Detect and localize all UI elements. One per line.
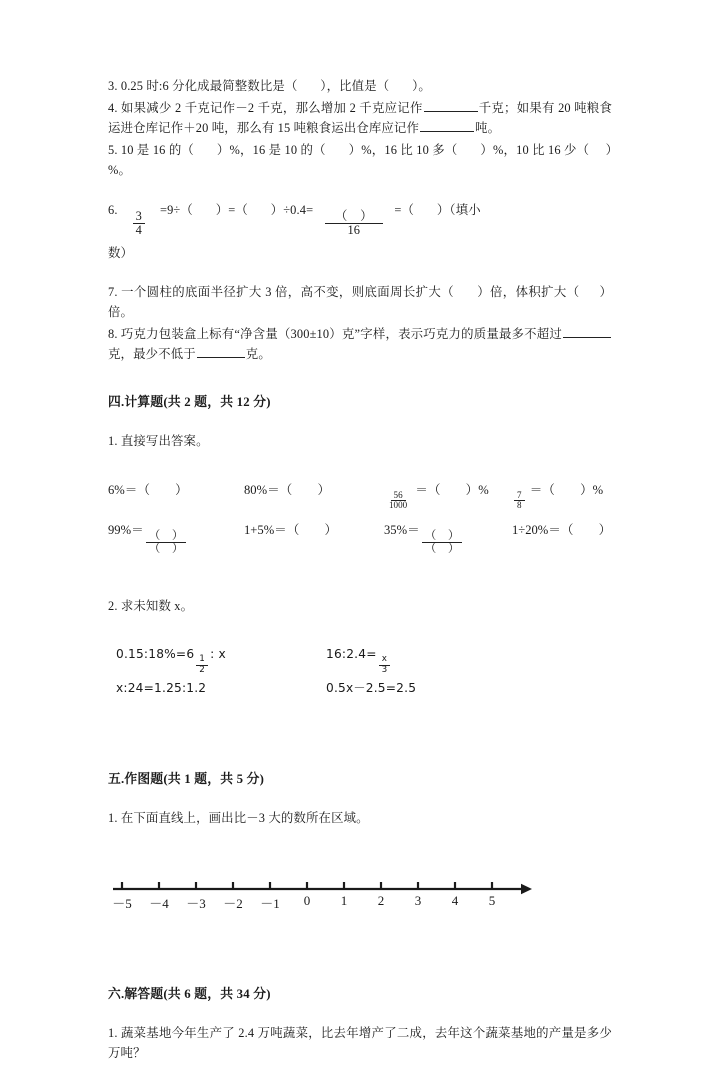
fraction-numerator: （ ）	[325, 210, 383, 224]
calc-item-text: 35%＝	[384, 522, 420, 537]
fraction-numerator: 1	[196, 655, 208, 665]
answer-blank[interactable]	[461, 140, 477, 161]
section-six-heading: 六.解答题(共 6 题，共 34 分)	[108, 986, 271, 1001]
fraction-blank-over-blank[interactable]	[422, 530, 463, 555]
fraction-numerator: （ ）	[422, 530, 463, 543]
question-8	[108, 324, 612, 365]
fraction-numerator: （ ）	[146, 530, 187, 543]
question-7	[108, 282, 612, 323]
document-body	[108, 76, 612, 1065]
fraction-numerator: 56	[391, 491, 406, 502]
answer-blank[interactable]	[329, 140, 345, 161]
number-line-tick-label: 0	[303, 892, 311, 908]
question-6-text-d: =（	[394, 202, 415, 217]
equation-1[interactable]	[116, 642, 226, 675]
fraction-denominator: 3	[381, 664, 388, 675]
question-6-continuation: 数）	[108, 245, 134, 260]
calc-item-text: 80%＝（ ）	[244, 482, 331, 497]
calc-item-35-percent[interactable]	[384, 517, 464, 556]
fraction-7-over-8	[514, 491, 525, 511]
answer-blank[interactable]	[583, 282, 596, 303]
fraction-denominator: 1000	[389, 500, 408, 511]
question-3	[108, 76, 612, 97]
fraction-denominator: 16	[347, 222, 361, 237]
fraction-denominator: （ ）	[148, 542, 184, 556]
equations-row-1	[108, 642, 612, 676]
answer-blank-underline[interactable]	[563, 325, 611, 337]
number-line-tick-label: 1	[340, 892, 348, 908]
fraction-blank-over-blank[interactable]	[146, 530, 187, 555]
fraction-denominator: （ ）	[424, 542, 460, 556]
answer-blank[interactable]	[457, 282, 473, 303]
fraction-denominator: 2	[199, 664, 206, 675]
fraction-numerator: 7	[514, 491, 525, 502]
fraction-x-over-3	[379, 655, 391, 674]
calc-item-text: ＝（ ）%	[529, 482, 604, 497]
question-8-text-b: 克，最少不低于	[108, 347, 196, 362]
section-four-prompt-1: 1. 直接写出答案。	[108, 433, 209, 448]
number-line-tick-label: 3	[414, 892, 422, 908]
answer-blank[interactable]	[393, 76, 409, 97]
answer-blank[interactable]	[301, 76, 317, 97]
fraction-one-half	[196, 655, 208, 674]
question-4-text-b: 千克；如果有 20 吨粮食运进仓库记作＋20 吨，那么有 15 吨粮食运出仓库应记作	[108, 100, 612, 135]
question-7-text-a: 一个圆柱的底面半径扩大 3 倍，高不变，则底面周长扩大（	[121, 284, 454, 299]
equation-4[interactable]: 0.5x－2.5=2.5	[326, 680, 417, 695]
equation-2[interactable]	[326, 642, 392, 675]
equation-head: 16:2.4=	[326, 646, 377, 661]
number-line-tick-label: －4	[149, 895, 169, 911]
question-4-text-a: 如果减少 2 千克记作－2 千克，那么增加 2 千克应记作	[120, 100, 423, 115]
calc-item-text: 99%＝	[108, 522, 144, 537]
section-six-problem-1: 1. 蔬菜基地今年生产了 2.4 万吨蔬菜，比去年增产了二成，去年这个蔬菜基地的产量是多少万吨？	[108, 1025, 612, 1061]
section-four-prompt-2: 2. 求未知数 x。	[108, 598, 194, 613]
number-line-figure	[108, 867, 612, 919]
question-5	[108, 140, 612, 181]
calc-item-text: ＝（ ）%	[415, 482, 489, 497]
question-6-text-e: ）（填小	[436, 202, 481, 217]
question-5-text-d: ）%，10 比 16 少（	[480, 142, 590, 157]
answer-blank[interactable]	[593, 140, 603, 161]
number-line-tick-label: －5	[112, 895, 132, 911]
calculation-row-1	[108, 477, 612, 517]
answer-blank[interactable]	[417, 195, 433, 225]
question-7-number: 7.	[108, 284, 118, 299]
question-6-text-a: =9÷（	[159, 202, 193, 217]
section-five-heading: 五.作图题(共 1 题，共 5 分)	[108, 771, 265, 786]
fraction-three-fourths	[133, 210, 145, 237]
calc-item-text: 1÷20%＝（ ）	[512, 522, 612, 537]
question-5-text-a: 10 是 16 的（	[120, 142, 195, 157]
fraction-numerator: 3	[133, 210, 145, 224]
question-3-text-c: ）。	[412, 79, 431, 93]
fraction-56-over-1000	[386, 491, 410, 511]
question-8-number: 8.	[108, 326, 118, 341]
calc-item-1-divided-20-percent[interactable]	[512, 517, 611, 543]
answer-blank-underline[interactable]	[420, 120, 474, 132]
answer-blank[interactable]	[251, 195, 267, 225]
question-6-text-c: ）÷0.4=	[270, 202, 314, 217]
fraction-denominator: 4	[135, 222, 142, 237]
question-3-number: 3.	[108, 79, 118, 93]
answer-blank-underline[interactable]	[197, 346, 245, 358]
question-5-number: 5.	[108, 142, 118, 157]
fraction-denominator: 8	[517, 500, 522, 511]
question-8-text-c: 克。	[245, 347, 271, 362]
calculation-row-2	[108, 517, 612, 557]
number-line-tick-label: －1	[260, 895, 280, 911]
number-line-tick-label: 5	[488, 892, 496, 908]
question-4-number: 4.	[108, 100, 118, 115]
question-5-text-c: ）%，16 比 10 多（	[348, 142, 458, 157]
question-4	[108, 98, 612, 139]
calc-item-6-percent[interactable]	[108, 477, 188, 503]
fraction-blank-over-sixteen[interactable]	[325, 210, 383, 237]
question-6-text-b: ）=（	[215, 202, 248, 217]
answer-blank[interactable]	[197, 140, 213, 161]
question-7-text-b: ）倍，体积扩大（	[477, 284, 580, 299]
calc-item-text: 1+5%＝（ ）	[244, 522, 338, 537]
calc-item-text: 6%＝（ ）	[108, 482, 188, 497]
number-line-tick-label: －3	[186, 895, 206, 911]
number-line-tick-label: －2	[223, 895, 243, 911]
fraction-numerator: x	[379, 655, 390, 665]
question-7-text-c: ）倍。	[108, 284, 613, 320]
question-5-text-b: ）%，16 是 10 的（	[216, 142, 326, 157]
question-5-text-e: ）%。	[108, 142, 612, 177]
question-3-text-a: 0.25 时:6 分化成最简整数比是（	[120, 79, 298, 93]
calc-item-56-over-1000[interactable]	[384, 477, 489, 511]
number-line-tick-label: 2	[377, 892, 385, 908]
question-6-number: 6.	[108, 202, 118, 217]
calc-item-99-percent[interactable]	[108, 517, 188, 556]
calc-item-7-over-8[interactable]	[512, 477, 603, 511]
answer-blank[interactable]	[196, 195, 212, 225]
number-line-tick-label: 4	[451, 892, 459, 908]
section-four-heading: 四.计算题(共 2 题，共 12 分)	[108, 394, 271, 409]
equation-3[interactable]: x:24=1.25:1.2	[116, 680, 207, 695]
equation-tail: : x	[210, 646, 226, 661]
equations-row-2	[108, 676, 612, 710]
section-five-prompt-1: 1. 在下面直线上，画出比－3 大的数所在区域。	[108, 810, 369, 825]
calculation-grid	[108, 477, 612, 557]
question-6	[108, 195, 612, 237]
answer-blank-underline[interactable]	[424, 99, 478, 111]
calc-item-80-percent[interactable]	[244, 477, 330, 503]
calc-item-1-plus-5-percent[interactable]	[244, 517, 337, 543]
equation-head: 0.15:18%=6	[116, 646, 195, 661]
question-8-text-a: 巧克力包装盒上标有“净含量（300±10）克”字样，表示巧克力的质量最多不超过	[120, 326, 562, 341]
question-4-text-c: 吨。	[475, 121, 501, 135]
question-3-text-b: ），比值是（	[320, 79, 390, 93]
